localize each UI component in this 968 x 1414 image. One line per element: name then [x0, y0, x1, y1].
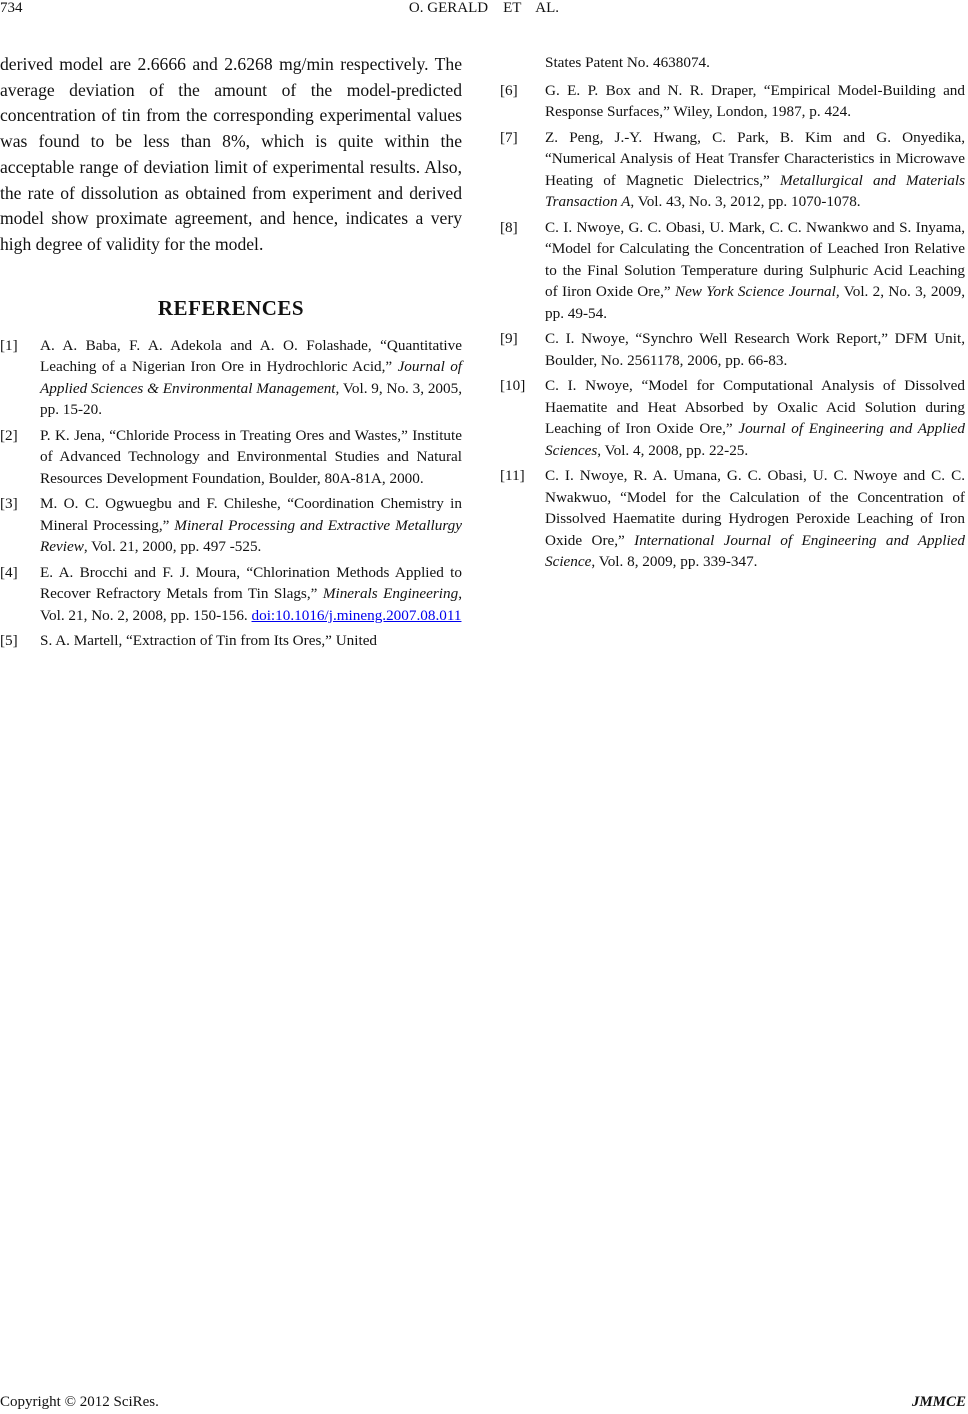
reference-number: [1] — [0, 336, 18, 354]
reference-item — [0, 335, 462, 421]
reference-text: , Vol. 43, No. 3, 2012, pp. 1070-1078. — [630, 193, 861, 210]
reference-number: [4] — [0, 563, 18, 581]
reference-text: , Vol. 8, 2009, pp. 339-347. — [591, 553, 758, 570]
running-title: O. GERALD ET AL. — [408, 0, 560, 16]
journal-title: Minerals Engineering — [322, 585, 459, 603]
reference-item — [500, 127, 965, 213]
reference-text: S. A. Martell, “Extraction of Tin from Its Ores,” United — [40, 632, 378, 650]
page-number: 734 — [0, 0, 23, 16]
reference-continuation: States Patent No. 4638074. — [545, 54, 710, 71]
journal-title: Journal of Applied Sciences & Environmental Management — [40, 358, 463, 397]
reference-text: C. I. Nwoye, “Model for Computational Analysis of Dissolved Haematite and Heat Absorbed by Oxalic Acid Solution during Leaching of Iron Oxide Ore,” — [545, 377, 965, 437]
reference-text: C. I. Nwoye, R. A. Umana, G. C. Obasi, U. C. Nwoye and C. C. Nwakwuo, “Model for the Calculation of the Concentration of Dissolved Haematite during Hydrogen Peroxide Leaching of Iron Oxide Ore,” — [545, 467, 965, 549]
journal-title: New York Science Journal — [674, 283, 836, 300]
reference-item — [0, 630, 462, 652]
reference-text: C. I. Nwoye, G. C. Obasi, U. Mark, C. C. Nwankwo and S. Inyama, “Model for Calculating the Concentration of Leached Iron Relative to the Final Solution Temperature during Sulphuric Acid Leaching of Iiron Oxide Ore,” — [545, 218, 965, 300]
journal-title: Mineral Processing and Extractive Metallurgy Review — [40, 516, 462, 556]
reference-text: A. A. Baba, F. A. Adekola and A. O. Folashade, “Quantitative Leaching of a Nigerian Iron Ore in Hydrochloric Acid,” — [40, 336, 462, 376]
reference-number: [2] — [0, 426, 18, 444]
reference-number: [6] — [500, 81, 518, 99]
right-column — [500, 52, 965, 577]
reference-number: [7] — [500, 128, 518, 146]
journal-abbrev: JMMCE — [911, 1394, 966, 1410]
reference-number: [9] — [500, 330, 518, 347]
reference-number: [3] — [0, 495, 18, 513]
reference-item — [500, 80, 965, 123]
reference-item — [500, 465, 965, 573]
left-column — [0, 52, 462, 656]
reference-item — [0, 425, 462, 490]
reference-item — [500, 375, 965, 461]
reference-text: , Vol. 21, No. 2, 2008, pp. 150-156. — [40, 585, 462, 624]
journal-title: International Journal of Engineering and Applied Science — [545, 531, 966, 570]
journal-title: Metallurgical and Materials Transaction A — [545, 171, 965, 210]
copyright: Copyright © 2012 SciRes. — [0, 1394, 159, 1410]
body-paragraph: derived model are 2.6666 and 2.6268 mg/min respectively. The average deviation of the amount of the model-predicted concentration of tin from the corresponding experimental values was found to be less than 8%, which is quite within the acceptable range of deviation limit of experimental results. Also, the rate of dissolution as obtained from experiment and derived model show proximate agreement, and hence, indicates a very high degree of validity for the model. — [0, 54, 462, 254]
reference-text: , Vol. 21, 2000, pp. 497 -525. — [83, 538, 262, 556]
reference-list-left — [0, 335, 462, 652]
reference-text: , Vol. 2, No. 3, 2009, pp. 49-54. — [545, 283, 965, 322]
doi-link[interactable]: doi:10.1016/j.mineng.2007.08.011 — [251, 606, 462, 624]
reference-text: P. K. Jena, “Chloride Process in Treating Ores and Wastes,” Institute of Advanced Technology and Environmental Studies and Natural Resources Development Foundation, Boulder, 80A-81A, 2000. — [40, 426, 462, 487]
reference-item — [500, 217, 965, 325]
reference-list-right — [500, 52, 965, 573]
reference-text: , Vol. 9, No. 3, 2005, pp. 15-20. — [40, 379, 463, 419]
reference-number: [8] — [500, 218, 518, 236]
journal-title: Journal of Engineering and Applied Sciences — [545, 420, 965, 459]
references-heading: REFERENCES — [157, 295, 305, 320]
reference-text: E. A. Brocchi and F. J. Moura, “Chlorination Methods Applied to Recover Refractory Metals from Tin Slags,” — [40, 563, 462, 603]
reference-number: [5] — [0, 632, 18, 650]
reference-text: , Vol. 4, 2008, pp. 22-25. — [597, 441, 749, 459]
reference-item — [500, 328, 965, 371]
reference-text: C. I. Nwoye, “Synchro Well Research Work Report,” DFM Unit, Boulder, No. 2561178, 2006, pp. 66-83. — [545, 330, 965, 369]
reference-number: [10] — [500, 377, 526, 394]
reference-number: [11] — [500, 467, 525, 484]
reference-item — [0, 562, 462, 627]
reference-text: Z. Peng, J.-Y. Hwang, C. Park, B. Kim and G. Onyedika, “Numerical Analysis of Heat Transfer Characteristics in Microwave Heating of Magnetic Dielectrics,” — [545, 128, 965, 189]
reference-item — [0, 493, 462, 558]
reference-text: G. E. P. Box and N. R. Draper, “Empirical Model-Building and Response Surfaces,” Wiley, London, 1987, p. 424. — [545, 81, 965, 120]
reference-text: M. O. C. Ogwuegbu and F. Chileshe, “Coordination Chemistry in Mineral Processing,” — [40, 495, 462, 534]
